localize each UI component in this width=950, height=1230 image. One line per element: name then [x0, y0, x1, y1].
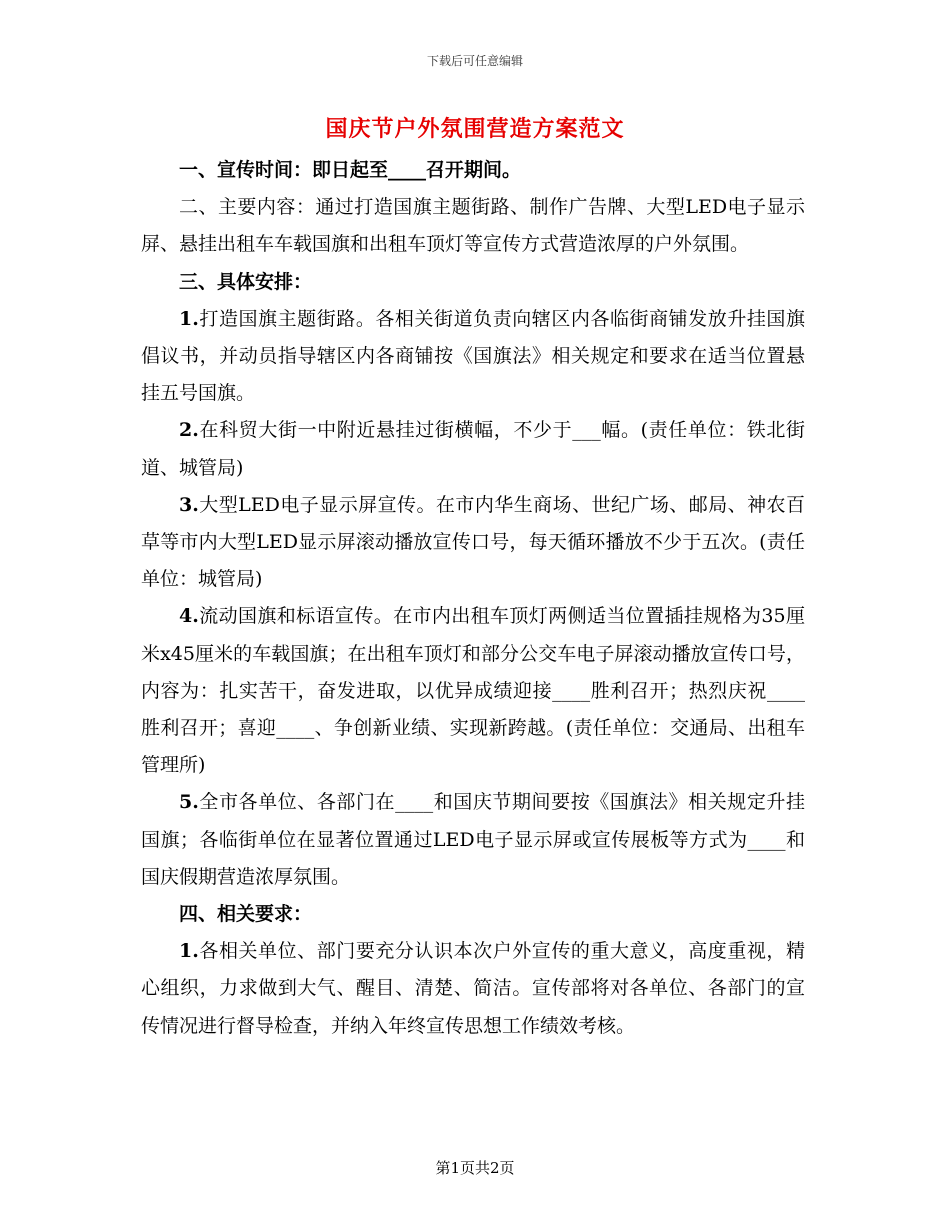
item-text: 大型LED电子显示屏宣传。在市内华生商场、世纪广场、邮局、神农百草等市内大型LED显示屏滚动播放宣传口号，每天循环播放不少于五次。(责任单位：城管局) [141, 493, 805, 591]
item-text: 各相关单位、部门要充分认识本次户外宣传的重大意义，高度重视，精心组织，力求做到大气、醒目、清楚、简洁。宣传部将对各单位、各部门的宣传情况进行督导检查，并纳入年终宣传思想工作绩效考核。 [141, 940, 805, 1037]
item-number: 1. [179, 940, 199, 963]
section-publicity-time: 一、宣传时间：即日起至____召开期间。 [179, 159, 522, 181]
arrangement-item-3 [141, 487, 805, 599]
document-title: 国庆节户外氛围营造方案范文 [325, 116, 625, 142]
item-text: 打造国旗主题街路。各相关街道负责向辖区内各临街商铺发放升挂国旗倡议书，并动员指导辖区内各商铺按《国旗法》相关规定和要求在适当位置悬挂五号国旗。 [141, 307, 805, 405]
document-body [141, 152, 805, 1045]
arrangement-item-5 [141, 784, 805, 896]
section-requirements: 四、相关要求： [179, 903, 313, 926]
arrangement-item-1 [141, 301, 805, 413]
page-footer: 第1页共2页 [435, 1159, 515, 1177]
requirement-item-1 [141, 933, 805, 1045]
arrangement-item-2 [141, 412, 805, 486]
item-text: 流动国旗和标语宣传。在市内出租车顶灯两侧适当位置插挂规格为35厘米x45厘米的车载国旗；在出租车顶灯和部分公交车电子屏滚动播放宣传口号，内容为：扎实苦干，奋发进取，以优异成绩迎接____胜利召开；热烈庆祝____胜利召开；喜迎____、争创新业绩、实现新跨越。(责任单位：交通局、出租车管理所) [141, 605, 805, 777]
arrangement-item-4 [141, 598, 805, 784]
item-number: 5. [179, 791, 199, 814]
item-text: 全市各单位、各部门在____和国庆节期间要按《国旗法》相关规定升挂国旗；各临街单位在显著位置通过LED电子显示屏或宣传展板等方式为____和国庆假期营造浓厚氛围。 [141, 791, 805, 888]
page-header: 下载后可任意编辑 [426, 54, 523, 68]
section-arrangements: 三、具体安排： [179, 270, 313, 293]
item-text: 在科贸大街一中附近悬挂过街横幅，不少于___幅。(责任单位：铁北街道、城管局) [141, 419, 805, 479]
item-number: 1. [179, 307, 199, 330]
section-main-content: 二、主要内容：通过打造国旗主题街路、制作广告牌、大型LED电子显示屏、悬挂出租车车载国旗和出租车顶灯等宣传方式营造浓厚的户外氛围。 [141, 196, 805, 256]
item-number: 4. [179, 605, 199, 628]
item-number: 2. [179, 419, 199, 442]
item-number: 3. [179, 493, 199, 516]
